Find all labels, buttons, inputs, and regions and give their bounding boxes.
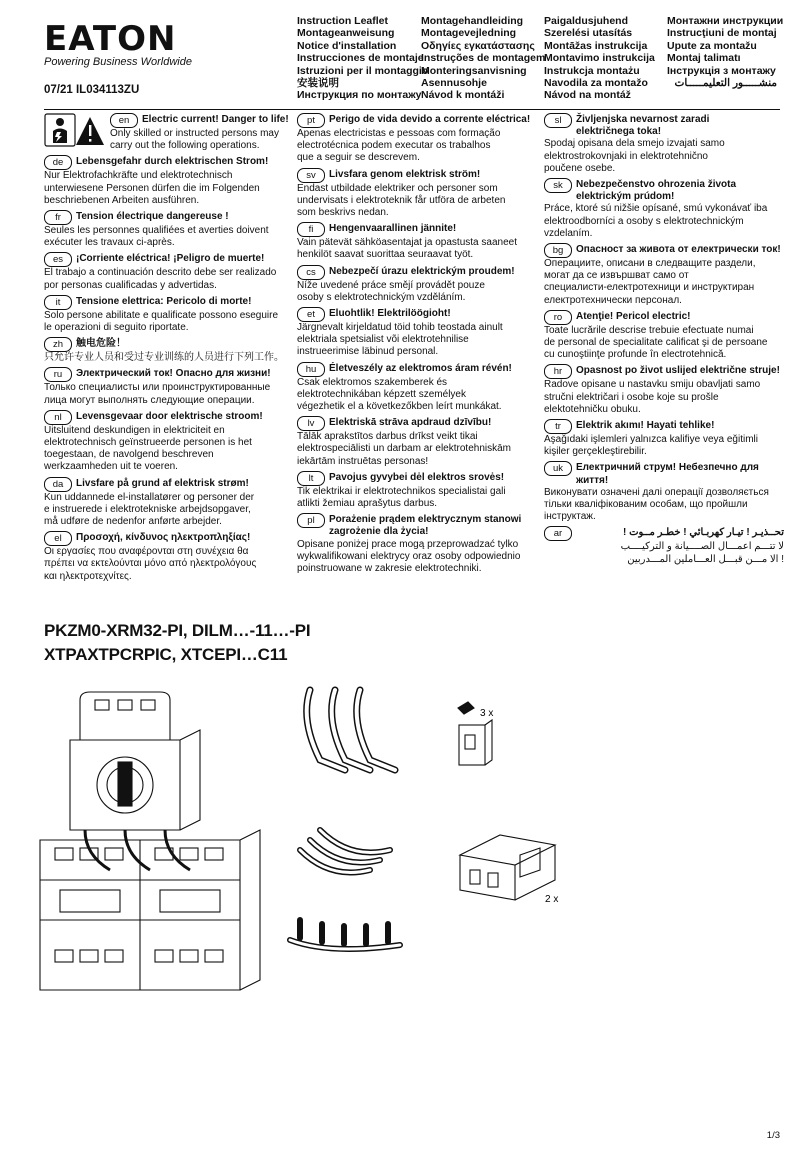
- lang-badge: ro: [544, 310, 572, 325]
- warning-text: Tālāk aprakstītos darbus drīkst veikt tikai elektrospeciālisti un darbam ar elektrotehniskām iekārtām instruētas personas!: [297, 431, 511, 467]
- warning-text: Only skilled or instructed persons may carry out the following operations.: [110, 128, 279, 152]
- title-lang: منشـــــور التعليمـــــات: [674, 77, 777, 90]
- title-lang: Instruções de montagem: [421, 52, 546, 65]
- warning-cs: [297, 265, 539, 304]
- warning-heading: Electric current! Danger to life!: [142, 114, 289, 125]
- title-lang: Návod k montáži: [421, 89, 505, 102]
- warning-heading: Életveszély az elektromos áram révén!: [329, 362, 512, 374]
- warning-text: Kun uddannede el-installatører og personer der e instruerede i elektrotekniske arbejdsopgaver, må udføre de nedenfor anførte arbejder.: [44, 491, 255, 528]
- warning-heading: Perigo de vida devido a corrente eléctrica!: [329, 114, 531, 125]
- title-lang: Montavimo instrukcija: [544, 52, 655, 65]
- warning-pt: [297, 113, 539, 165]
- warning-de: [44, 155, 290, 207]
- lang-badge: pl: [297, 513, 325, 528]
- warning-text: Только специалисты или проинструктированные лица могут выполнять следующие операции.: [44, 382, 271, 406]
- warning-heading: Lebensgefahr durch elektrischen Strom!: [76, 156, 269, 168]
- document-number: 07/21 IL034113ZU: [44, 84, 140, 96]
- warning-heading: Atenţie! Pericol electric!: [576, 310, 691, 322]
- warning-heading: Nebezpečí úrazu elektrickým proudem!: [329, 265, 515, 277]
- lang-badge: zh: [44, 337, 72, 352]
- warning-text: Οι εργασίες που αναφέρονται στη συνέχεια θα πρέπει να εκτελούνται μόνο από ηλεκτρολόγους και ηλεκτροτεχνίτες.: [44, 546, 257, 582]
- lang-badge: el: [44, 531, 72, 546]
- title-lang: Montageanweisung: [297, 27, 395, 40]
- warning-el: [44, 531, 290, 583]
- warning-text: Aşağıdaki işlemleri yalnızca kalifiye veya eğitimli kişiler gerçekleştirebilir.: [544, 434, 758, 458]
- warning-heading: Elektriskā strāva apdraud dzīvību!: [329, 417, 492, 429]
- warning-tr: [544, 419, 784, 458]
- lang-badge: da: [44, 477, 72, 492]
- title-lang: Montagevejledning: [421, 27, 517, 40]
- warning-heading: Opasnost po život uslijed električne struje!: [576, 365, 780, 377]
- warning-hu: [297, 362, 539, 414]
- lang-badge: sl: [544, 113, 572, 128]
- warning-text: Операциите, описани в следващите раздели, могат да се извършват само от специалисти-електротехници и инструктиран електротехнически персонал.: [544, 258, 756, 306]
- title-lang: Montaj talimatı: [667, 52, 741, 65]
- warning-heading: Livsfara genom elektrisk ström!: [329, 168, 481, 180]
- lang-badge: de: [44, 155, 72, 170]
- warning-text: Endast utbildade elektriker och personer som undervisats i elektroteknik får utföra de arbeten som beskrivs nedan.: [297, 182, 506, 219]
- warning-heading: Porażenie prądem elektrycznym stanowi zagrożenie dla życia!: [329, 514, 522, 538]
- warning-heading: Elektrik akımı! Hayati tehlike!: [576, 420, 715, 432]
- warning-lv: [297, 416, 539, 468]
- lang-badge: pt: [297, 113, 325, 128]
- block-part-quantity: 2 x: [545, 894, 559, 905]
- lang-badge: hr: [544, 364, 572, 379]
- title-lang: 安装说明: [297, 77, 339, 90]
- warning-text: لا تتـــم اعمـــال الصــــيانة و التركيــــب ! الا مـــن قبـــل العـــاملين المـــدربين: [620, 541, 784, 565]
- warning-heading: Електричний струм! Небезпечно для життя!: [576, 462, 759, 486]
- warning-fr: [44, 210, 290, 249]
- warning-heading: Levensgevaar door elektrische stroom!: [76, 410, 263, 422]
- title-lang: Paigaldusjuhend: [544, 15, 629, 27]
- title-column-3: [544, 15, 655, 102]
- lang-badge: fi: [297, 222, 325, 237]
- warnings-column-1: [44, 113, 290, 586]
- warning-heading: Электрический ток! Опасно для жизни!: [76, 368, 271, 380]
- warning-heading: Eluohtlik! Elektrilöögioht!: [329, 308, 451, 320]
- warning-text: Vain pätevät sähköasentajat ja opastusta saaneet henkilöt saavat suorittaa seuraavat työt.: [297, 237, 517, 261]
- warning-heading: 触电危险！: [76, 338, 126, 350]
- assembly-illustration: [0, 680, 808, 1120]
- lang-badge: en: [110, 113, 138, 128]
- warning-bg: [544, 243, 784, 307]
- warning-heading: Hengenvaarallinen jännite!: [329, 223, 457, 235]
- lang-badge: ar: [544, 526, 572, 541]
- warning-heading: Tensione elettrica: Pericolo di morte!: [76, 295, 252, 307]
- lang-badge: uk: [544, 461, 572, 476]
- warnings-column-3: [544, 113, 784, 569]
- warning-heading: Nebezpečenstvo ohrozenia života elektrickým prúdom!: [576, 179, 737, 203]
- warning-text: Solo persone abilitate e qualificate possono eseguire le operazioni di seguito riportate.: [44, 309, 279, 334]
- warning-heading: Livsfare på grund af elektrisk strøm!: [76, 477, 249, 489]
- warning-text: Níže uvedené práce smějí provádět pouze osoby s elektrotechnickým vzděláním.: [297, 279, 485, 303]
- small-part-quantity: 3 x: [480, 708, 494, 719]
- lang-badge: sv: [297, 168, 325, 183]
- warning-text: Spodaj opisana dela smejo izvajati samo elektrostrokovnjaki in elektrotehnično poučene osebe.: [544, 138, 725, 174]
- lang-badge: nl: [44, 410, 72, 425]
- lang-badge: bg: [544, 243, 572, 258]
- connector-block-drawing: [460, 835, 555, 900]
- warning-heading: تحــذيـر ! تيـار كهربـائي ! خطـر مــوت !: [622, 527, 784, 539]
- warning-text: Práce, ktoré sú nižšie opísané, smú vykonávať iba elektroodborníci a osoby s elektrotechnickým vzdelaním.: [544, 203, 768, 239]
- warning-pl: [297, 513, 539, 575]
- title-lang: Instrucciones de montaje: [297, 52, 424, 65]
- warning-text: Виконувати означені далі операції дозволяється тільки кваліфікованим особам, що пройшли інструктаж.: [544, 486, 769, 523]
- warning-text: Seules les personnes qualifiées et averties doivent exécuter les travaux ci-après.: [44, 225, 269, 249]
- warning-text: Opisane poniżej prace mogą przeprowadzać tylko wykwalifikowani elektrycy oraz osoby odpowiednio poinstruowane w zakresie elektrotechniki.: [297, 538, 521, 575]
- lang-badge: es: [44, 252, 72, 267]
- motor-starter-drawing: [40, 692, 260, 990]
- warning-heading: Tension électrique dangereuse !: [76, 211, 229, 223]
- warning-zh: [44, 337, 290, 364]
- title-lang: Notice d'installation: [297, 39, 397, 52]
- title-lang: Návod na montáž: [544, 89, 631, 102]
- lang-badge: et: [297, 307, 325, 322]
- title-lang: Οδηγίες εγκατάστασης: [421, 39, 535, 52]
- electric-hazard-icon: [44, 113, 106, 149]
- lang-badge: sk: [544, 178, 572, 193]
- lang-badge: ru: [44, 367, 72, 382]
- title-column-1: [297, 15, 428, 102]
- warning-text: Järgnevalt kirjeldatud töid tohib teostada ainult elektriala spetsialist või elektrotehnilise instrueerimise läbinud personal.: [297, 322, 503, 358]
- warnings-column-2: [297, 113, 539, 578]
- warning-text: Apenas electricistas e pessoas com formação electrotécnica podem executar os trabalhos que a seguir se descrevem.: [297, 128, 501, 164]
- warning-it: [44, 295, 290, 334]
- warning-es: [44, 252, 290, 291]
- warning-heading: Pavojus gyvybei dėl elektros srovės!: [329, 471, 505, 483]
- warning-sk: [544, 178, 784, 240]
- title-lang: Инструкция по монтажу: [297, 89, 422, 102]
- warning-ar: [544, 526, 784, 565]
- warning-ro: [544, 310, 784, 362]
- title-lang: Monteringsanvisning: [421, 64, 527, 77]
- warning-text: Radove opisane u nastavku smiju obavljati samo stručni električari i osobe koje su prošle elektotehničku obuku.: [544, 379, 761, 415]
- title-lang: Інструкція з монтажу: [667, 64, 776, 77]
- title-column-2: [421, 15, 545, 102]
- warning-en: [44, 113, 290, 152]
- eaton-logo: EATON: [44, 19, 177, 59]
- warning-text: Tik elektrikai ir elektrotechnikos specialistai gali atlikti žemiau aprašytus darbus.: [297, 485, 506, 510]
- product-title-line-2: XTPAXTPCRPIC, XTCEPI…C11: [44, 645, 288, 664]
- warning-sv: [297, 168, 539, 220]
- title-lang: Montagehandleiding: [421, 15, 524, 27]
- warning-fi: [297, 222, 539, 261]
- title-lang: Instrucţiuni de montaj: [667, 27, 777, 40]
- title-lang: Istruzioni per il montaggio: [297, 64, 429, 77]
- warning-text: El trabajo a continuación descrito debe ser realizado por personas cualificadas y advertidas.: [44, 267, 277, 291]
- warning-text: Csak elektromos szakemberek és elektrotechnikában képzett személyek végezhetik el a következőkben leírt munkákat.: [297, 376, 502, 413]
- lang-badge: hu: [297, 362, 325, 377]
- warning-heading: Življenjska nevarnost zaradi električnega toka!: [576, 114, 710, 138]
- page-number: 1/3: [766, 1130, 780, 1141]
- warning-text: Nur Elektrofachkräfte und elektrotechnisch unterwiesene Personen dürfen die im Folgenden beschriebenen Arbeiten ausführen.: [44, 170, 260, 206]
- title-lang: Instrukcja montażu: [544, 64, 640, 77]
- title-lang: Montāžas instrukcija: [544, 39, 648, 52]
- warning-text: Toate lucrările descrise trebuie efectuate numai de personal de specialitate calificat şi de persoane cu cunoştiinţe profunde în electrotehnică.: [544, 324, 768, 361]
- header-divider: [44, 109, 780, 110]
- warning-sl: [544, 113, 784, 175]
- lang-badge: lv: [297, 416, 325, 431]
- lang-badge: fr: [44, 210, 72, 225]
- warning-heading: Προσοχή, κίνδυνος ηλεκτροπληξίας!: [76, 532, 251, 544]
- title-lang: Szerelési utasítás: [544, 27, 633, 40]
- title-lang: Монтажни инструкции: [667, 15, 784, 27]
- title-lang: Navodila za montažo: [544, 77, 648, 90]
- brand-tagline: Powering Business Worldwide: [44, 56, 192, 68]
- warning-ru: [44, 367, 290, 406]
- title-lang: Instruction Leaflet: [297, 15, 389, 27]
- lang-badge: cs: [297, 265, 325, 280]
- warning-text: 只允许专业人员和受过专业训练的人员进行下列工作。: [44, 352, 284, 364]
- warning-uk: [544, 461, 784, 523]
- warning-hr: [544, 364, 784, 416]
- title-lang: Upute za montažu: [667, 39, 757, 52]
- title-column-4: [667, 15, 784, 90]
- warning-text: Uitsluitend deskundigen in elektriciteit en elektrotechnisch geïnstrueerde personen is het toegestaan, de navolgend beschreven werkzaamheden uit te voeren.: [44, 424, 252, 473]
- product-title-line-1: PKZM0-XRM32-PI, DILM…-11…-PI: [44, 621, 311, 640]
- lang-badge: it: [44, 295, 72, 310]
- warning-lt: [297, 471, 539, 510]
- warning-et: [297, 307, 539, 359]
- warning-heading: Опасност за живота от електрически ток!: [576, 244, 781, 256]
- warning-heading: ¡Corriente eléctrica! ¡Peligro de muerte!: [76, 253, 265, 265]
- lang-badge: tr: [544, 419, 572, 434]
- warning-da: [44, 477, 290, 529]
- lang-badge: lt: [297, 471, 325, 486]
- title-lang: Asennusohje: [421, 77, 487, 90]
- warning-nl: [44, 410, 290, 474]
